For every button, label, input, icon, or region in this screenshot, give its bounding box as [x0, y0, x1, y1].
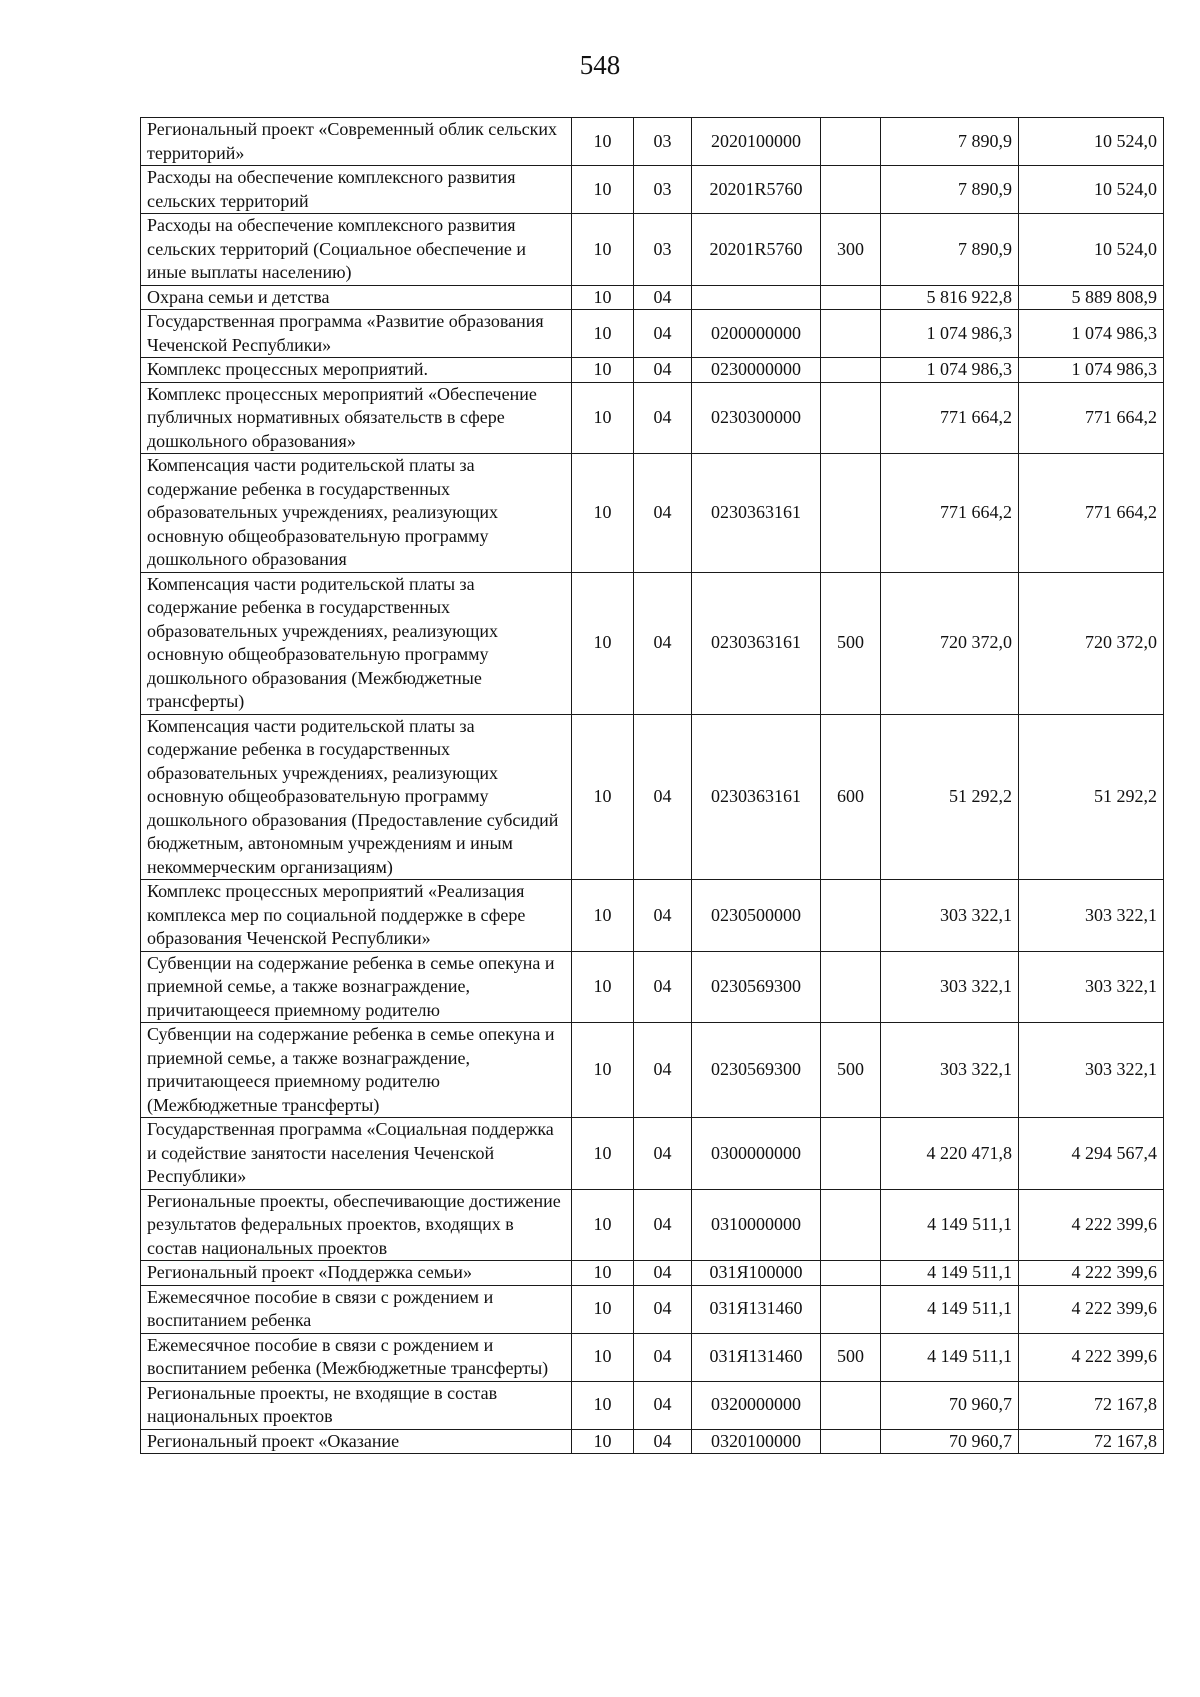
expense-type-cell: 600 — [821, 714, 881, 880]
subsection-code-cell: 04 — [634, 1333, 692, 1381]
amount-year1-cell: 4 149 511,1 — [881, 1261, 1019, 1286]
budget-table-body — [141, 118, 1164, 1454]
section-code-cell: 10 — [572, 714, 634, 880]
subsection-code-cell: 03 — [634, 214, 692, 286]
table-row — [141, 1261, 1164, 1286]
amount-year1-cell: 303 322,1 — [881, 880, 1019, 952]
expense-type-cell: 500 — [821, 572, 881, 714]
item-name-cell: Компенсация части родительской платы за содержание ребенка в государственных образовательных учреждениях, реализующих основную общеобразовательную программу дошкольного образования (Предоставление субсидий бюджетным, автономным учреждениям и иным некоммерческим организациям) — [141, 714, 572, 880]
section-code-cell: 10 — [572, 1118, 634, 1190]
target-article-cell — [692, 285, 821, 310]
amount-year2-cell: 72 167,8 — [1019, 1429, 1164, 1454]
target-article-cell: 0300000000 — [692, 1118, 821, 1190]
target-article-cell: 20201R5760 — [692, 214, 821, 286]
item-name-cell: Региональные проекты, не входящие в состав национальных проектов — [141, 1381, 572, 1429]
expense-type-cell — [821, 1429, 881, 1454]
section-code-cell: 10 — [572, 454, 634, 573]
subsection-code-cell: 04 — [634, 1261, 692, 1286]
subsection-code-cell: 04 — [634, 382, 692, 454]
item-name-cell: Субвенции на содержание ребенка в семье опекуна и приемной семье, а также вознаграждение, причитающееся приемному родителю — [141, 951, 572, 1023]
expense-type-cell — [821, 1118, 881, 1190]
amount-year2-cell: 303 322,1 — [1019, 1023, 1164, 1118]
subsection-code-cell: 04 — [634, 310, 692, 358]
section-code-cell: 10 — [572, 1023, 634, 1118]
amount-year1-cell: 70 960,7 — [881, 1429, 1019, 1454]
subsection-code-cell: 04 — [634, 1285, 692, 1333]
table-row — [141, 1429, 1164, 1454]
section-code-cell: 10 — [572, 1429, 634, 1454]
amount-year2-cell: 303 322,1 — [1019, 951, 1164, 1023]
table-row — [141, 166, 1164, 214]
target-article-cell: 0230569300 — [692, 1023, 821, 1118]
table-row — [141, 1333, 1164, 1381]
amount-year1-cell: 51 292,2 — [881, 714, 1019, 880]
table-row — [141, 358, 1164, 383]
item-name-cell: Субвенции на содержание ребенка в семье опекуна и приемной семье, а также вознаграждение, причитающееся приемному родителю (Межбюджетные трансферты) — [141, 1023, 572, 1118]
amount-year2-cell: 4 294 567,4 — [1019, 1118, 1164, 1190]
target-article-cell: 0310000000 — [692, 1189, 821, 1261]
amount-year1-cell: 1 074 986,3 — [881, 310, 1019, 358]
amount-year2-cell: 771 664,2 — [1019, 454, 1164, 573]
subsection-code-cell: 03 — [634, 166, 692, 214]
section-code-cell: 10 — [572, 1381, 634, 1429]
expense-type-cell — [821, 285, 881, 310]
table-row — [141, 382, 1164, 454]
amount-year2-cell: 4 222 399,6 — [1019, 1261, 1164, 1286]
amount-year2-cell: 10 524,0 — [1019, 118, 1164, 166]
section-code-cell: 10 — [572, 358, 634, 383]
amount-year1-cell: 4 149 511,1 — [881, 1285, 1019, 1333]
subsection-code-cell: 04 — [634, 285, 692, 310]
expense-type-cell — [821, 382, 881, 454]
item-name-cell: Региональный проект «Современный облик сельских территорий» — [141, 118, 572, 166]
expense-type-cell — [821, 310, 881, 358]
section-code-cell: 10 — [572, 1189, 634, 1261]
amount-year1-cell: 720 372,0 — [881, 572, 1019, 714]
expense-type-cell: 300 — [821, 214, 881, 286]
amount-year1-cell: 70 960,7 — [881, 1381, 1019, 1429]
expense-type-cell — [821, 454, 881, 573]
amount-year2-cell: 4 222 399,6 — [1019, 1333, 1164, 1381]
subsection-code-cell: 04 — [634, 454, 692, 573]
target-article-cell: 0230363161 — [692, 454, 821, 573]
amount-year1-cell: 4 149 511,1 — [881, 1189, 1019, 1261]
target-article-cell: 0320000000 — [692, 1381, 821, 1429]
item-name-cell: Охрана семьи и детства — [141, 285, 572, 310]
item-name-cell: Региональный проект «Оказание — [141, 1429, 572, 1454]
amount-year2-cell: 4 222 399,6 — [1019, 1189, 1164, 1261]
target-article-cell: 031Я100000 — [692, 1261, 821, 1286]
expense-type-cell — [821, 1261, 881, 1286]
amount-year2-cell: 4 222 399,6 — [1019, 1285, 1164, 1333]
table-row — [141, 880, 1164, 952]
amount-year1-cell: 303 322,1 — [881, 1023, 1019, 1118]
table-row — [141, 572, 1164, 714]
section-code-cell: 10 — [572, 214, 634, 286]
section-code-cell: 10 — [572, 382, 634, 454]
table-row — [141, 454, 1164, 573]
subsection-code-cell: 04 — [634, 1118, 692, 1190]
subsection-code-cell: 04 — [634, 951, 692, 1023]
expense-type-cell — [821, 1381, 881, 1429]
expense-type-cell — [821, 358, 881, 383]
item-name-cell: Региональный проект «Поддержка семьи» — [141, 1261, 572, 1286]
subsection-code-cell: 04 — [634, 572, 692, 714]
amount-year2-cell: 72 167,8 — [1019, 1381, 1164, 1429]
item-name-cell: Комплекс процессных мероприятий «Обеспечение публичных нормативных обязательств в сфере дошкольного образования» — [141, 382, 572, 454]
table-row — [141, 1381, 1164, 1429]
table-row — [141, 214, 1164, 286]
item-name-cell: Ежемесячное пособие в связи с рождением и воспитанием ребенка (Межбюджетные трансферты) — [141, 1333, 572, 1381]
target-article-cell: 0230569300 — [692, 951, 821, 1023]
target-article-cell: 031Я131460 — [692, 1285, 821, 1333]
item-name-cell: Компенсация части родительской платы за содержание ребенка в государственных образовательных учреждениях, реализующих основную общеобразовательную программу дошкольного образования (Межбюджетные трансферты) — [141, 572, 572, 714]
amount-year2-cell: 1 074 986,3 — [1019, 358, 1164, 383]
amount-year2-cell: 1 074 986,3 — [1019, 310, 1164, 358]
amount-year1-cell: 4 149 511,1 — [881, 1333, 1019, 1381]
expense-type-cell — [821, 166, 881, 214]
subsection-code-cell: 04 — [634, 1381, 692, 1429]
subsection-code-cell: 04 — [634, 1429, 692, 1454]
amount-year2-cell: 51 292,2 — [1019, 714, 1164, 880]
section-code-cell: 10 — [572, 572, 634, 714]
expense-type-cell: 500 — [821, 1333, 881, 1381]
section-code-cell: 10 — [572, 880, 634, 952]
amount-year1-cell: 1 074 986,3 — [881, 358, 1019, 383]
amount-year2-cell: 771 664,2 — [1019, 382, 1164, 454]
item-name-cell: Государственная программа «Развитие образования Чеченской Республики» — [141, 310, 572, 358]
amount-year1-cell: 7 890,9 — [881, 214, 1019, 286]
amount-year1-cell: 4 220 471,8 — [881, 1118, 1019, 1190]
table-row — [141, 951, 1164, 1023]
target-article-cell: 0200000000 — [692, 310, 821, 358]
amount-year1-cell: 5 816 922,8 — [881, 285, 1019, 310]
amount-year2-cell: 303 322,1 — [1019, 880, 1164, 952]
target-article-cell: 2020100000 — [692, 118, 821, 166]
target-article-cell: 0230363161 — [692, 714, 821, 880]
expense-type-cell — [821, 1189, 881, 1261]
section-code-cell: 10 — [572, 166, 634, 214]
section-code-cell: 10 — [572, 951, 634, 1023]
amount-year1-cell: 771 664,2 — [881, 454, 1019, 573]
target-article-cell: 0320100000 — [692, 1429, 821, 1454]
table-row — [141, 1285, 1164, 1333]
amount-year1-cell: 303 322,1 — [881, 951, 1019, 1023]
table-row — [141, 310, 1164, 358]
table-row — [141, 1189, 1164, 1261]
amount-year1-cell: 771 664,2 — [881, 382, 1019, 454]
expense-type-cell — [821, 951, 881, 1023]
item-name-cell: Региональные проекты, обеспечивающие достижение результатов федеральных проектов, входящих в состав национальных проектов — [141, 1189, 572, 1261]
subsection-code-cell: 04 — [634, 1189, 692, 1261]
amount-year1-cell: 7 890,9 — [881, 166, 1019, 214]
item-name-cell: Ежемесячное пособие в связи с рождением и воспитанием ребенка — [141, 1285, 572, 1333]
expense-type-cell — [821, 880, 881, 952]
section-code-cell: 10 — [572, 1261, 634, 1286]
page-number: 548 — [579, 50, 621, 80]
item-name-cell: Расходы на обеспечение комплексного развития сельских территорий — [141, 166, 572, 214]
subsection-code-cell: 04 — [634, 358, 692, 383]
table-row — [141, 714, 1164, 880]
target-article-cell: 0230000000 — [692, 358, 821, 383]
amount-year1-cell: 7 890,9 — [881, 118, 1019, 166]
target-article-cell: 0230300000 — [692, 382, 821, 454]
amount-year2-cell: 10 524,0 — [1019, 166, 1164, 214]
table-row — [141, 285, 1164, 310]
target-article-cell: 031Я131460 — [692, 1333, 821, 1381]
section-code-cell: 10 — [572, 1333, 634, 1381]
target-article-cell: 0230500000 — [692, 880, 821, 952]
amount-year2-cell: 5 889 808,9 — [1019, 285, 1164, 310]
target-article-cell: 0230363161 — [692, 572, 821, 714]
subsection-code-cell: 04 — [634, 880, 692, 952]
subsection-code-cell: 04 — [634, 714, 692, 880]
subsection-code-cell: 03 — [634, 118, 692, 166]
amount-year2-cell: 720 372,0 — [1019, 572, 1164, 714]
item-name-cell: Комплекс процессных мероприятий «Реализация комплекса мер по социальной поддержке в сфере образования Чеченской Республики» — [141, 880, 572, 952]
table-row — [141, 1118, 1164, 1190]
expense-type-cell: 500 — [821, 1023, 881, 1118]
amount-year2-cell: 10 524,0 — [1019, 214, 1164, 286]
item-name-cell: Компенсация части родительской платы за содержание ребенка в государственных образовательных учреждениях, реализующих основную общеобразовательную программу дошкольного образования — [141, 454, 572, 573]
table-row — [141, 118, 1164, 166]
section-code-cell: 10 — [572, 118, 634, 166]
section-code-cell: 10 — [572, 1285, 634, 1333]
target-article-cell: 20201R5760 — [692, 166, 821, 214]
expense-type-cell — [821, 1285, 881, 1333]
table-row — [141, 1023, 1164, 1118]
subsection-code-cell: 04 — [634, 1023, 692, 1118]
item-name-cell: Расходы на обеспечение комплексного развития сельских территорий (Социальное обеспечение и иные выплаты населению) — [141, 214, 572, 286]
item-name-cell: Комплекс процессных мероприятий. — [141, 358, 572, 383]
budget-table — [140, 117, 1164, 1454]
section-code-cell: 10 — [572, 285, 634, 310]
section-code-cell: 10 — [572, 310, 634, 358]
expense-type-cell — [821, 118, 881, 166]
item-name-cell: Государственная программа «Социальная поддержка и содействие занятости населения Чеченской Республики» — [141, 1118, 572, 1190]
